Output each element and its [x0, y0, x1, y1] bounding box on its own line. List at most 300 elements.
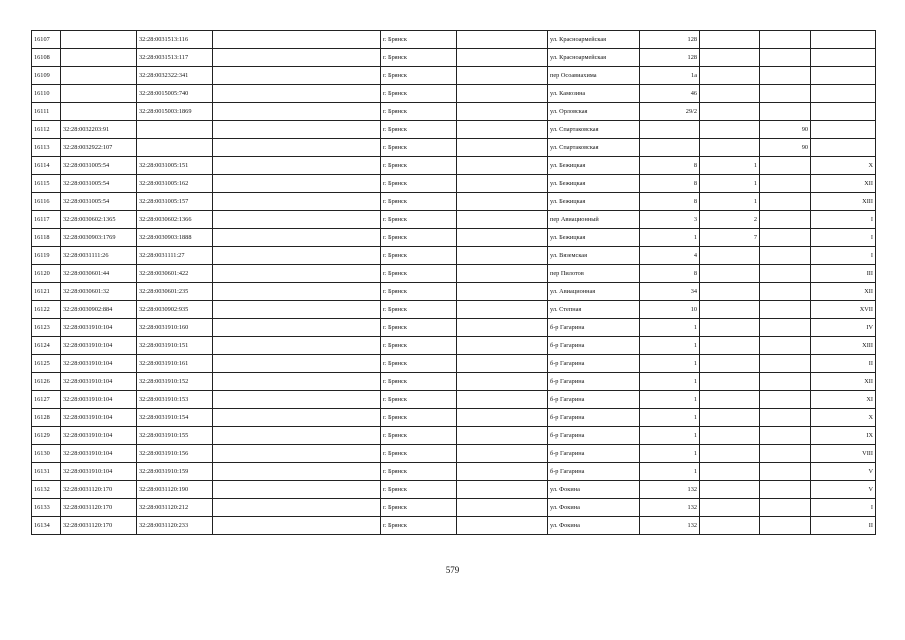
empty-cell — [213, 31, 381, 49]
house-number-cell: 1а — [640, 67, 700, 85]
empty-cell — [213, 427, 381, 445]
street-cell: б-р Гагарина — [548, 373, 640, 391]
apartment-cell — [760, 445, 811, 463]
table-row — [32, 247, 876, 265]
row-number-cell: 16123 — [32, 319, 61, 337]
row-number-cell: 16124 — [32, 337, 61, 355]
street-cell: ул. Фокина — [548, 481, 640, 499]
premises-cadastral-cell: 32:28:0015003:1869 — [137, 103, 213, 121]
premises-cadastral-cell: 32:28:0031910:160 — [137, 319, 213, 337]
row-number-cell: 16118 — [32, 229, 61, 247]
house-number-cell: 34 — [640, 283, 700, 301]
building-cell — [700, 445, 760, 463]
street-cell: ул. Бежицкая — [548, 193, 640, 211]
apartment-cell — [760, 103, 811, 121]
city-cell: г. Брянск — [381, 49, 457, 67]
cadastral-number-cell: 32:28:0030601:44 — [61, 265, 137, 283]
city-cell: г. Брянск — [381, 157, 457, 175]
empty-cell — [213, 481, 381, 499]
empty-cell — [457, 49, 548, 67]
city-cell: г. Брянск — [381, 103, 457, 121]
empty-cell — [213, 409, 381, 427]
house-number-cell: 128 — [640, 49, 700, 67]
table-row — [32, 193, 876, 211]
empty-cell — [457, 103, 548, 121]
apartment-cell — [760, 265, 811, 283]
row-number-cell: 16109 — [32, 67, 61, 85]
building-cell — [700, 337, 760, 355]
city-cell: г. Брянск — [381, 481, 457, 499]
premises-cadastral-cell: 32:28:0031910:161 — [137, 355, 213, 373]
table-row — [32, 445, 876, 463]
cadastral-number-cell: 32:28:0030902:884 — [61, 301, 137, 319]
premises-cadastral-cell: 32:28:0031005:151 — [137, 157, 213, 175]
premises-cadastral-cell — [137, 139, 213, 157]
city-cell: г. Брянск — [381, 265, 457, 283]
empty-cell — [213, 373, 381, 391]
row-number-cell: 16125 — [32, 355, 61, 373]
empty-cell — [213, 85, 381, 103]
city-cell: г. Брянск — [381, 409, 457, 427]
building-cell — [700, 463, 760, 481]
empty-cell — [457, 31, 548, 49]
building-cell — [700, 499, 760, 517]
table-row — [32, 31, 876, 49]
empty-cell — [457, 355, 548, 373]
room-cell: XI — [811, 391, 876, 409]
street-cell: ул. Спартаковская — [548, 121, 640, 139]
city-cell: г. Брянск — [381, 139, 457, 157]
empty-cell — [213, 49, 381, 67]
room-cell: V — [811, 463, 876, 481]
empty-cell — [457, 427, 548, 445]
table-row — [32, 121, 876, 139]
house-number-cell: 1 — [640, 355, 700, 373]
empty-cell — [457, 193, 548, 211]
room-cell: III — [811, 265, 876, 283]
city-cell: г. Брянск — [381, 337, 457, 355]
apartment-cell — [760, 373, 811, 391]
room-cell: XII — [811, 175, 876, 193]
table-row — [32, 355, 876, 373]
street-cell: ул. Спартаковская — [548, 139, 640, 157]
premises-cadastral-cell: 32:28:0015005:740 — [137, 85, 213, 103]
building-cell — [700, 355, 760, 373]
house-number-cell: 128 — [640, 31, 700, 49]
building-cell — [700, 373, 760, 391]
house-number-cell: 1 — [640, 427, 700, 445]
empty-cell — [213, 445, 381, 463]
apartment-cell — [760, 229, 811, 247]
street-cell: б-р Гагарина — [548, 463, 640, 481]
premises-cadastral-cell: 32:28:0031910:159 — [137, 463, 213, 481]
premises-cadastral-cell: 32:28:0031111:27 — [137, 247, 213, 265]
building-cell — [700, 427, 760, 445]
city-cell: г. Брянск — [381, 373, 457, 391]
room-cell: I — [811, 211, 876, 229]
empty-cell — [457, 301, 548, 319]
row-number-cell: 16126 — [32, 373, 61, 391]
apartment-cell — [760, 85, 811, 103]
room-cell: X — [811, 157, 876, 175]
room-cell: XIII — [811, 337, 876, 355]
house-number-cell: 8 — [640, 193, 700, 211]
house-number-cell: 132 — [640, 499, 700, 517]
empty-cell — [213, 319, 381, 337]
empty-cell — [457, 445, 548, 463]
house-number-cell: 8 — [640, 175, 700, 193]
empty-cell — [457, 499, 548, 517]
empty-cell — [213, 103, 381, 121]
empty-cell — [213, 193, 381, 211]
empty-cell — [213, 175, 381, 193]
premises-cadastral-cell: 32:28:0031910:152 — [137, 373, 213, 391]
city-cell: г. Брянск — [381, 319, 457, 337]
city-cell: г. Брянск — [381, 355, 457, 373]
row-number-cell: 16119 — [32, 247, 61, 265]
house-number-cell: 3 — [640, 211, 700, 229]
house-number-cell — [640, 121, 700, 139]
room-cell: V — [811, 481, 876, 499]
cadastral-number-cell: 32:28:0031910:104 — [61, 463, 137, 481]
apartment-cell — [760, 391, 811, 409]
table-row — [32, 463, 876, 481]
empty-cell — [213, 139, 381, 157]
city-cell: г. Брянск — [381, 121, 457, 139]
city-cell: г. Брянск — [381, 499, 457, 517]
table-row — [32, 103, 876, 121]
cadastral-number-cell: 32:28:0031005:54 — [61, 157, 137, 175]
empty-cell — [457, 211, 548, 229]
room-cell: XII — [811, 283, 876, 301]
city-cell: г. Брянск — [381, 211, 457, 229]
cadastral-number-cell: 32:28:0032203:91 — [61, 121, 137, 139]
building-cell — [700, 31, 760, 49]
empty-cell — [457, 247, 548, 265]
table-row — [32, 175, 876, 193]
building-cell: 1 — [700, 175, 760, 193]
building-cell — [700, 391, 760, 409]
table-row — [32, 481, 876, 499]
premises-cadastral-cell: 32:28:0031005:157 — [137, 193, 213, 211]
street-cell: б-р Гагарина — [548, 409, 640, 427]
street-cell: ул. Бежицкая — [548, 175, 640, 193]
room-cell — [811, 139, 876, 157]
table-row — [32, 373, 876, 391]
cadastral-number-cell — [61, 85, 137, 103]
apartment-cell — [760, 499, 811, 517]
empty-cell — [457, 373, 548, 391]
premises-cadastral-cell: 32:28:0031910:156 — [137, 445, 213, 463]
premises-cadastral-cell: 32:28:0030601:235 — [137, 283, 213, 301]
table-row — [32, 85, 876, 103]
empty-cell — [457, 139, 548, 157]
apartment-cell — [760, 517, 811, 535]
room-cell: VIII — [811, 445, 876, 463]
premises-cadastral-cell: 32:28:0031910:155 — [137, 427, 213, 445]
table-row — [32, 157, 876, 175]
register-table — [31, 30, 876, 535]
cadastral-number-cell: 32:28:0031111:26 — [61, 247, 137, 265]
building-cell: 1 — [700, 193, 760, 211]
apartment-cell: 90 — [760, 121, 811, 139]
apartment-cell — [760, 301, 811, 319]
room-cell — [811, 67, 876, 85]
table-row — [32, 139, 876, 157]
apartment-cell — [760, 175, 811, 193]
cadastral-number-cell: 32:28:0031910:104 — [61, 409, 137, 427]
city-cell: г. Брянск — [381, 517, 457, 535]
table-row — [32, 337, 876, 355]
cadastral-number-cell: 32:28:0031910:104 — [61, 319, 137, 337]
premises-cadastral-cell: 32:28:0032322:341 — [137, 67, 213, 85]
row-number-cell: 16117 — [32, 211, 61, 229]
building-cell: 2 — [700, 211, 760, 229]
premises-cadastral-cell: 32:28:0030601:422 — [137, 265, 213, 283]
room-cell — [811, 85, 876, 103]
empty-cell — [213, 355, 381, 373]
building-cell — [700, 103, 760, 121]
apartment-cell: 90 — [760, 139, 811, 157]
room-cell: I — [811, 229, 876, 247]
premises-cadastral-cell: 32:28:0031120:190 — [137, 481, 213, 499]
premises-cadastral-cell: 32:28:0031005:162 — [137, 175, 213, 193]
table-row — [32, 427, 876, 445]
table-row — [32, 499, 876, 517]
building-cell — [700, 481, 760, 499]
apartment-cell — [760, 481, 811, 499]
row-number-cell: 16128 — [32, 409, 61, 427]
row-number-cell: 16120 — [32, 265, 61, 283]
street-cell: б-р Гагарина — [548, 391, 640, 409]
cadastral-number-cell: 32:28:0030601:32 — [61, 283, 137, 301]
house-number-cell: 1 — [640, 463, 700, 481]
table-row — [32, 49, 876, 67]
cadastral-number-cell: 32:28:0030903:1769 — [61, 229, 137, 247]
house-number-cell: 132 — [640, 481, 700, 499]
room-cell: I — [811, 247, 876, 265]
cadastral-number-cell: 32:28:0030602:1365 — [61, 211, 137, 229]
room-cell: I — [811, 499, 876, 517]
city-cell: г. Брянск — [381, 229, 457, 247]
apartment-cell — [760, 31, 811, 49]
row-number-cell: 16110 — [32, 85, 61, 103]
cadastral-number-cell: 32:28:0031120:170 — [61, 481, 137, 499]
row-number-cell: 16129 — [32, 427, 61, 445]
house-number-cell: 8 — [640, 265, 700, 283]
premises-cadastral-cell: 32:28:0031910:151 — [137, 337, 213, 355]
table-row — [32, 391, 876, 409]
street-cell: ул. Красноармейская — [548, 49, 640, 67]
premises-cadastral-cell: 32:28:0031910:154 — [137, 409, 213, 427]
cadastral-number-cell: 32:28:0031120:170 — [61, 517, 137, 535]
apartment-cell — [760, 67, 811, 85]
street-cell: б-р Гагарина — [548, 355, 640, 373]
apartment-cell — [760, 283, 811, 301]
empty-cell — [213, 517, 381, 535]
cadastral-number-cell: 32:28:0031910:104 — [61, 445, 137, 463]
row-number-cell: 16114 — [32, 157, 61, 175]
building-cell — [700, 517, 760, 535]
street-cell: ул. Фокина — [548, 517, 640, 535]
premises-cadastral-cell: 32:28:0031513:116 — [137, 31, 213, 49]
room-cell: IV — [811, 319, 876, 337]
street-cell: б-р Гагарина — [548, 427, 640, 445]
premises-cadastral-cell: 32:28:0031120:212 — [137, 499, 213, 517]
building-cell — [700, 265, 760, 283]
empty-cell — [457, 463, 548, 481]
street-cell: ул. Вяземская — [548, 247, 640, 265]
house-number-cell — [640, 139, 700, 157]
house-number-cell: 1 — [640, 337, 700, 355]
building-cell — [700, 139, 760, 157]
row-number-cell: 16130 — [32, 445, 61, 463]
house-number-cell: 46 — [640, 85, 700, 103]
empty-cell — [457, 175, 548, 193]
table-row — [32, 319, 876, 337]
house-number-cell: 29/2 — [640, 103, 700, 121]
building-cell — [700, 121, 760, 139]
city-cell: г. Брянск — [381, 463, 457, 481]
empty-cell — [457, 409, 548, 427]
row-number-cell: 16132 — [32, 481, 61, 499]
building-cell — [700, 319, 760, 337]
city-cell: г. Брянск — [381, 391, 457, 409]
premises-cadastral-cell: 32:28:0031513:117 — [137, 49, 213, 67]
street-cell: ул. Бежицкая — [548, 157, 640, 175]
street-cell: ул. Фокина — [548, 499, 640, 517]
street-cell: б-р Гагарина — [548, 319, 640, 337]
house-number-cell: 1 — [640, 319, 700, 337]
premises-cadastral-cell: 32:28:0030902:935 — [137, 301, 213, 319]
premises-cadastral-cell: 32:28:0031120:233 — [137, 517, 213, 535]
house-number-cell: 4 — [640, 247, 700, 265]
cadastral-number-cell — [61, 31, 137, 49]
house-number-cell: 1 — [640, 229, 700, 247]
room-cell — [811, 121, 876, 139]
building-cell — [700, 409, 760, 427]
cadastral-number-cell: 32:28:0031910:104 — [61, 355, 137, 373]
building-cell — [700, 85, 760, 103]
cadastral-number-cell: 32:28:0031910:104 — [61, 373, 137, 391]
table-body — [32, 31, 876, 535]
row-number-cell: 16115 — [32, 175, 61, 193]
row-number-cell: 16133 — [32, 499, 61, 517]
cadastral-number-cell: 32:28:0031910:104 — [61, 391, 137, 409]
room-cell: XVII — [811, 301, 876, 319]
empty-cell — [213, 247, 381, 265]
building-cell — [700, 247, 760, 265]
empty-cell — [457, 229, 548, 247]
row-number-cell: 16122 — [32, 301, 61, 319]
empty-cell — [457, 517, 548, 535]
table-row — [32, 67, 876, 85]
room-cell: IX — [811, 427, 876, 445]
premises-cadastral-cell: 32:28:0031910:153 — [137, 391, 213, 409]
row-number-cell: 16121 — [32, 283, 61, 301]
empty-cell — [457, 85, 548, 103]
empty-cell — [213, 265, 381, 283]
house-number-cell: 1 — [640, 373, 700, 391]
house-number-cell: 1 — [640, 445, 700, 463]
apartment-cell — [760, 49, 811, 67]
empty-cell — [457, 283, 548, 301]
street-cell: ул. Бежицкая — [548, 229, 640, 247]
room-cell — [811, 103, 876, 121]
city-cell: г. Брянск — [381, 301, 457, 319]
room-cell: XII — [811, 373, 876, 391]
apartment-cell — [760, 337, 811, 355]
apartment-cell — [760, 463, 811, 481]
empty-cell — [457, 481, 548, 499]
cadastral-number-cell: 32:28:0031910:104 — [61, 427, 137, 445]
street-cell: ул. Красноармейская — [548, 31, 640, 49]
cadastral-number-cell — [61, 49, 137, 67]
city-cell: г. Брянск — [381, 427, 457, 445]
street-cell: ул. Орловская — [548, 103, 640, 121]
table-row — [32, 283, 876, 301]
city-cell: г. Брянск — [381, 193, 457, 211]
street-cell: б-р Гагарина — [548, 445, 640, 463]
building-cell — [700, 283, 760, 301]
row-number-cell: 16108 — [32, 49, 61, 67]
apartment-cell — [760, 211, 811, 229]
cadastral-number-cell: 32:28:0031120:170 — [61, 499, 137, 517]
cadastral-number-cell: 32:28:0031005:54 — [61, 175, 137, 193]
row-number-cell: 16116 — [32, 193, 61, 211]
street-cell: ул. Камозина — [548, 85, 640, 103]
room-cell: XIII — [811, 193, 876, 211]
row-number-cell: 16134 — [32, 517, 61, 535]
cadastral-number-cell: 32:28:0031005:54 — [61, 193, 137, 211]
empty-cell — [213, 463, 381, 481]
empty-cell — [457, 157, 548, 175]
row-number-cell: 16112 — [32, 121, 61, 139]
table-row — [32, 229, 876, 247]
city-cell: г. Брянск — [381, 247, 457, 265]
house-number-cell: 10 — [640, 301, 700, 319]
street-cell: пер Осоавиахима — [548, 67, 640, 85]
city-cell: г. Брянск — [381, 31, 457, 49]
apartment-cell — [760, 319, 811, 337]
street-cell: пер Авиационный — [548, 211, 640, 229]
empty-cell — [457, 121, 548, 139]
city-cell: г. Брянск — [381, 445, 457, 463]
street-cell: ул. Степная — [548, 301, 640, 319]
room-cell — [811, 49, 876, 67]
room-cell: X — [811, 409, 876, 427]
row-number-cell: 16107 — [32, 31, 61, 49]
room-cell — [811, 31, 876, 49]
house-number-cell: 132 — [640, 517, 700, 535]
room-cell: II — [811, 355, 876, 373]
empty-cell — [213, 283, 381, 301]
empty-cell — [213, 157, 381, 175]
city-cell: г. Брянск — [381, 175, 457, 193]
street-cell: ул. Авиационная — [548, 283, 640, 301]
empty-cell — [213, 229, 381, 247]
empty-cell — [213, 67, 381, 85]
premises-cadastral-cell: 32:28:0030903:1888 — [137, 229, 213, 247]
empty-cell — [213, 121, 381, 139]
building-cell: 1 — [700, 157, 760, 175]
city-cell: г. Брянск — [381, 67, 457, 85]
apartment-cell — [760, 427, 811, 445]
empty-cell — [213, 211, 381, 229]
room-cell: II — [811, 517, 876, 535]
street-cell: б-р Гагарина — [548, 337, 640, 355]
table-row — [32, 211, 876, 229]
